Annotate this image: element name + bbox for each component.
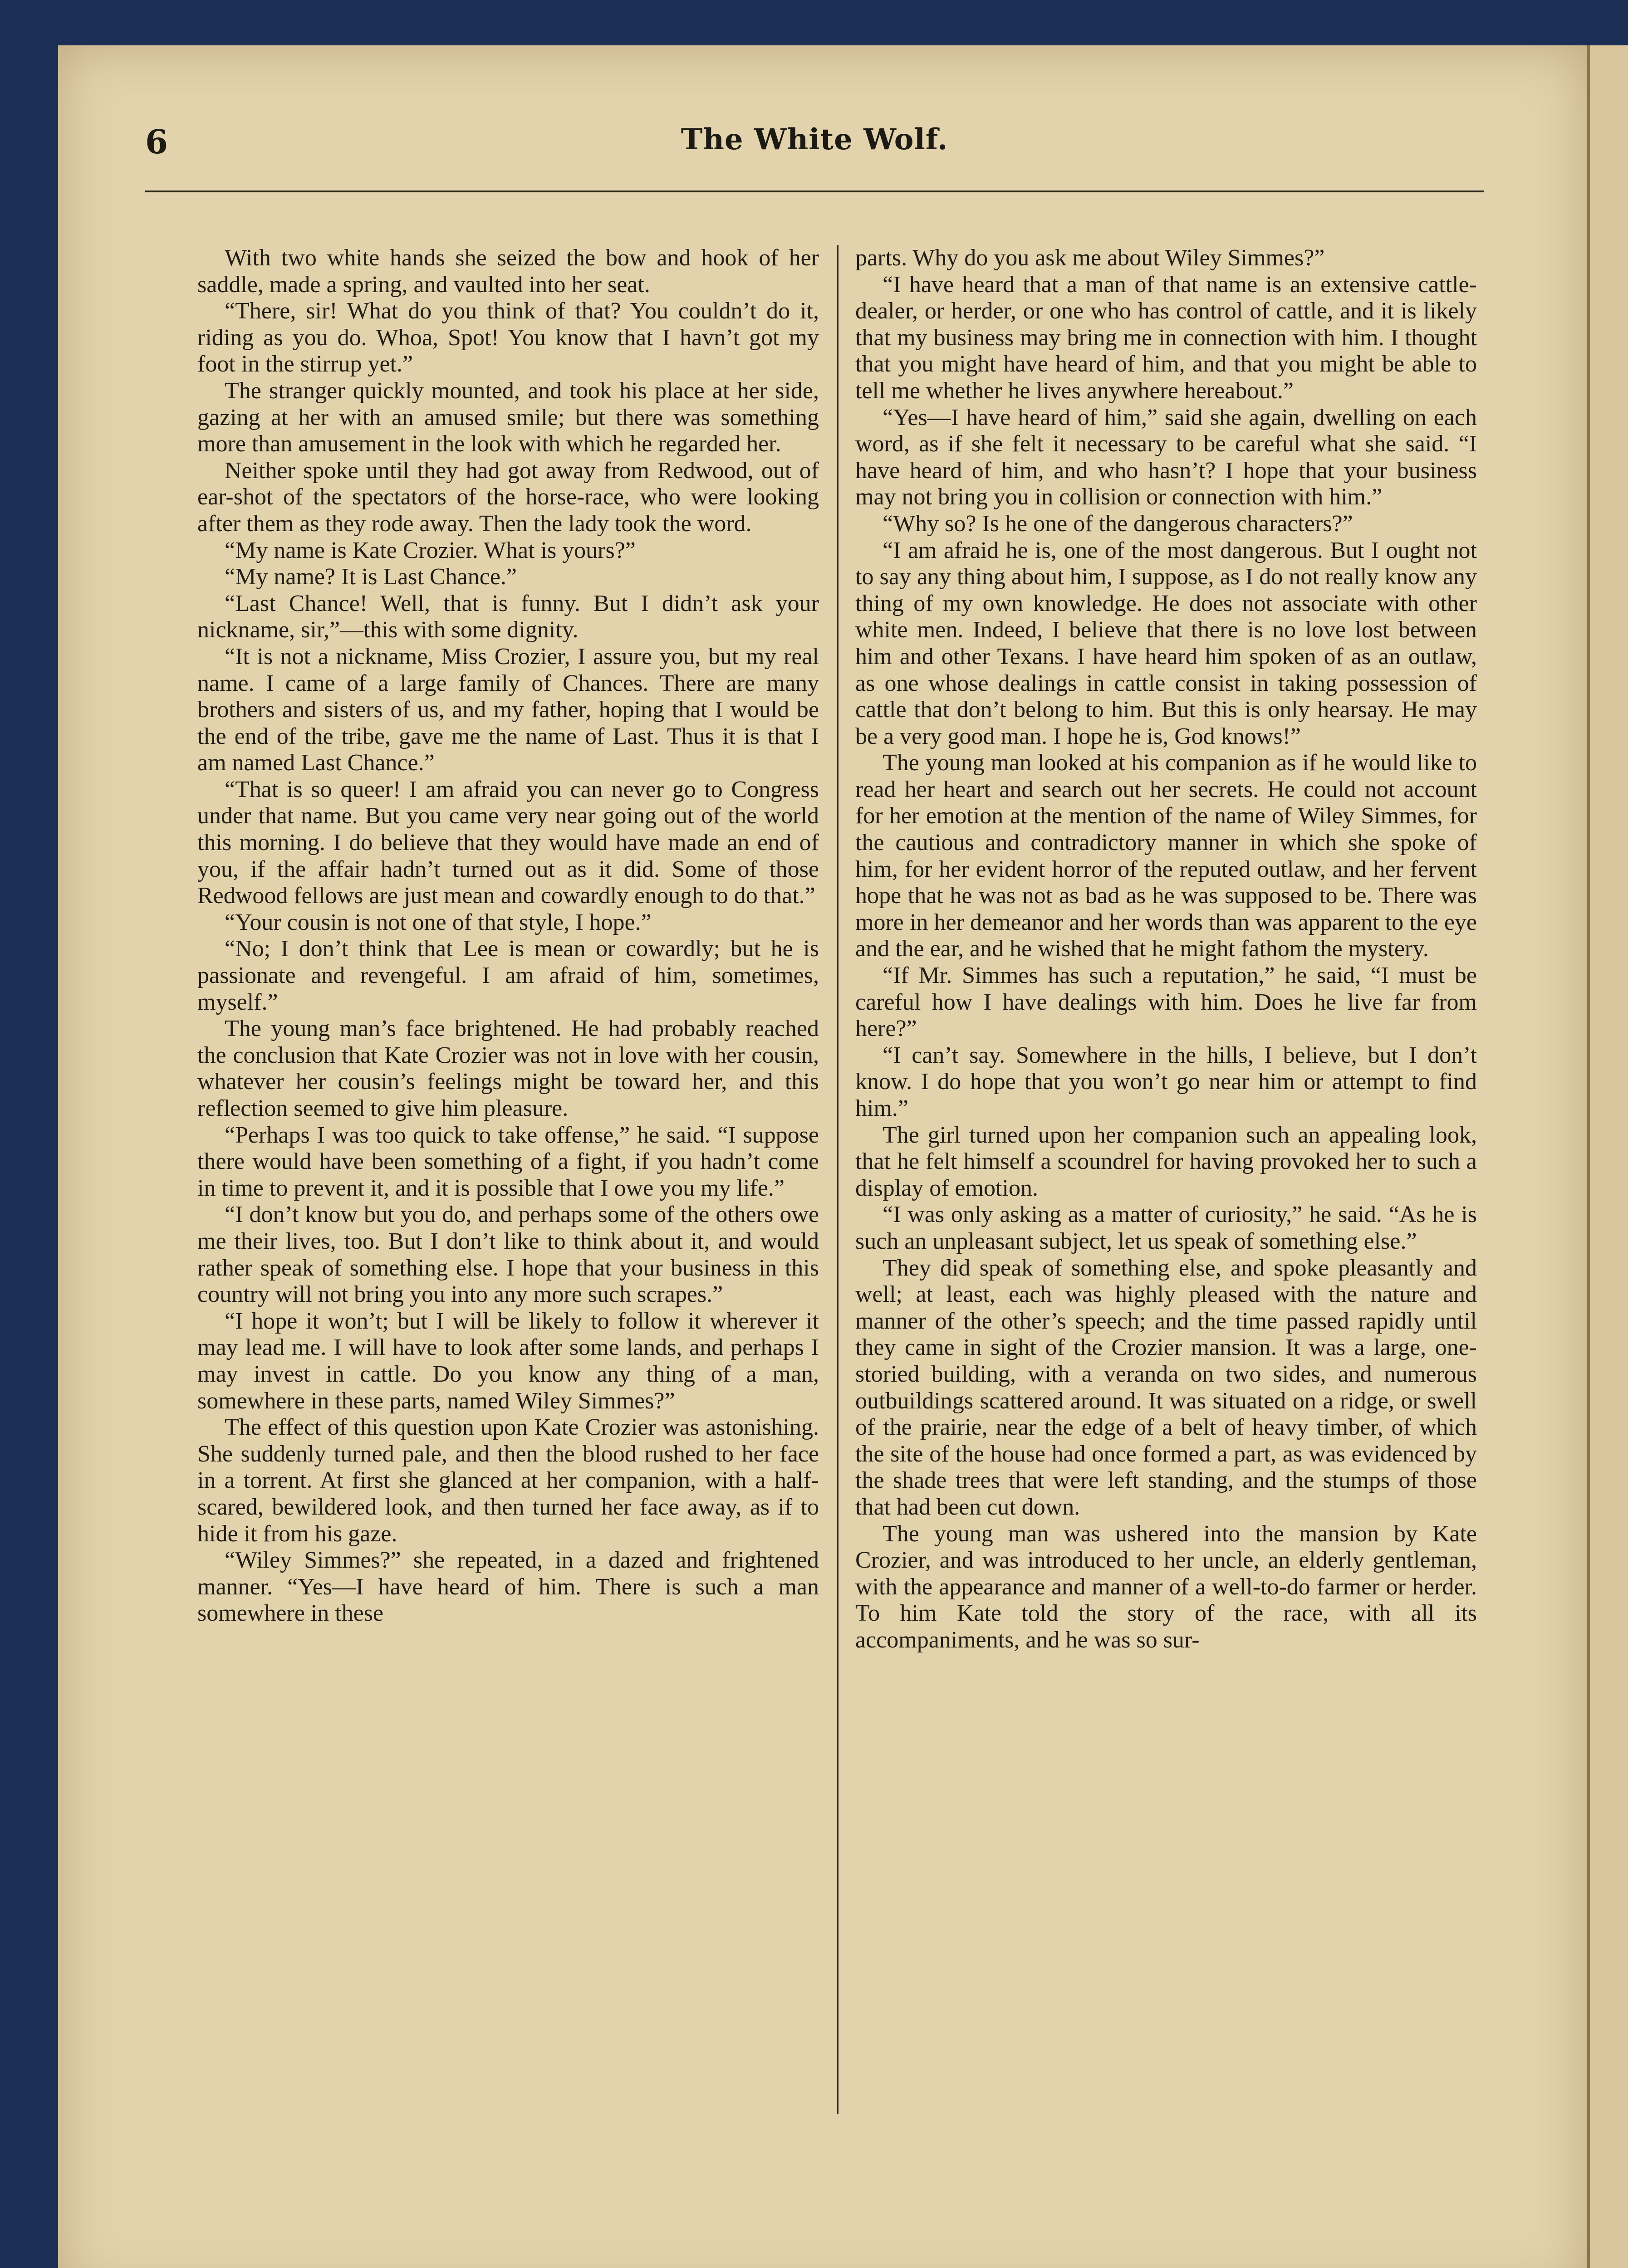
paragraph: “There, sir! What do you think of that? You couldn’t do it, riding as you do. Whoa, Spot! You know that I havn’t got my foot in the stirrup yet.” bbox=[197, 298, 819, 377]
paragraph: “I am afraid he is, one of the most dangerous. But I ought not to say any thing about him, I suppose, as I do not really know any thing of my own knowledge. He does not associate with other white men. Indeed, I believe that there is no love lost between him and other Texans. I have heard him spoken of as an outlaw, as one whose dealings in cattle consist in taking possession of cattle that don’t belong to him. But this is only hearsay. He may be a very good man. I hope he is, God knows!” bbox=[855, 537, 1477, 749]
paragraph: The young man looked at his companion as if he would like to read her heart and search out her secrets. He could not account for her emotion at the mention of the name of Wiley Simmes, for the cautious and contradictory manner in which she spoke of him, for her evident horror of the reputed outlaw, and her fervent hope that he was not as bad as he was supposed to be. There was more in her demeanor and her words than was apparent to the eye and the ear, and he wished that he might fathom the mystery. bbox=[855, 750, 1477, 962]
paragraph: The stranger quickly mounted, and took his place at her side, gazing at her with an amused smile; but there was something more than amusement in the look with which he regarded her. bbox=[197, 377, 819, 457]
paragraph: “Wiley Simmes?” she repeated, in a dazed and frightened manner. “Yes—I have heard of him. There is such a man somewhere in these bbox=[197, 1547, 819, 1627]
paragraph: “I was only asking as a matter of curiosity,” he said. “As he is such an unpleasant subject, let us speak of something else.” bbox=[855, 1202, 1477, 1254]
paragraph: “Why so? Is he one of the dangerous characters?” bbox=[883, 510, 1353, 537]
paragraph: “If Mr. Simmes has such a reputation,” he said, “I must be careful how I have dealings with him. Does he live far from here?” bbox=[855, 963, 1477, 1042]
paragraph: “My name? It is Last Chance.” bbox=[225, 564, 517, 590]
page-header bbox=[145, 122, 1484, 195]
paragraph: The girl turned upon her companion such an appealing look, that he felt himself a scoundrel for having provoked her to such a display of emotion. bbox=[855, 1122, 1477, 1201]
left-column bbox=[197, 245, 819, 2123]
paragraph: The young man’s face brightened. He had probably reached the conclusion that Kate Crozier was not in love with her cousin, whatever her cousin’s feelings might be toward her, and this reflection seemed to give him pleasure. bbox=[197, 1016, 819, 1121]
right-column bbox=[855, 245, 1477, 2123]
paragraph: Neither spoke until they had got away from Redwood, out of ear-shot of the spectators of the horse-race, who were looking after them as they rode away. Then the lady took the word. bbox=[197, 457, 819, 537]
paragraph: The effect of this question upon Kate Crozier was astonishing. She suddenly turned pale, and then the blood rushed to her face in a torrent. At first she glanced at her companion, with a half-scared, bewildered look, and then turned her face away, as if to hide it from his gaze. bbox=[197, 1414, 819, 1547]
column-divider bbox=[837, 245, 839, 2114]
paragraph: “Perhaps I was too quick to take offense,” he said. “I suppose there would have been something of a fight, if you hadn’t come in time to prevent it, and it is possible that I owe you my life.” bbox=[197, 1122, 819, 1201]
paragraph: “I have heard that a man of that name is an extensive cattle-dealer, or herder, or one who has control of cattle, and it is likely that my business may bring me in connection with him. I thought that you might have heard of him, and that you might be able to tell me whether he lives anywhere hereabout.” bbox=[855, 271, 1477, 404]
paragraph: “Last Chance! Well, that is funny. But I didn’t ask your nickname, sir,”—this with some dignity. bbox=[197, 590, 819, 643]
page-number: 6 bbox=[145, 122, 168, 161]
paragraph: “It is not a nickname, Miss Crozier, I assure you, but my real name. I came of a large family of Chances. There are many brothers and sisters of us, and my father, hoping that I would be the end of the tribe, gave me the name of Last. Thus it is that I am named Last Chance.” bbox=[197, 643, 819, 776]
header-rule bbox=[145, 191, 1484, 192]
paragraph: “I don’t know but you do, and perhaps some of the others owe me their lives, too. But I don’t like to think about it, and would rather speak of something else. I hope that your business in this country will not bring you into any more such scrapes.” bbox=[197, 1202, 819, 1308]
paragraph: parts. Why do you ask me about Wiley Simmes?” bbox=[855, 245, 1325, 271]
paragraph: “I can’t say. Somewhere in the hills, I believe, but I don’t know. I do hope that you won’t go near him or attempt to find him.” bbox=[855, 1042, 1477, 1121]
paragraph: “Yes—I have heard of him,” said she again, dwelling on each word, as if she felt it necessary to be careful what she said. “I have heard of him, and who hasn’t? I hope that your business may not bring you in collision or connection with him.” bbox=[855, 404, 1477, 510]
paragraph: “No; I don’t think that Lee is mean or cowardly; but he is passionate and revengeful. I am afraid of him, sometimes, myself.” bbox=[197, 936, 819, 1015]
paragraph: “That is so queer! I am afraid you can never go to Congress under that name. But you came very near going out of the world this morning. I do believe that they would have made an end of you, if the affair hadn’t turned out as it did. Some of those Redwood fellows are just mean and cowardly enough to do that.” bbox=[197, 776, 819, 909]
adjacent-page-edge bbox=[1587, 45, 1628, 2268]
running-title: The White Wolf. bbox=[681, 122, 948, 156]
paragraph: “My name is Kate Crozier. What is yours?” bbox=[225, 537, 636, 563]
paragraph: They did speak of something else, and spoke pleasantly and well; at least, each was highly pleased with the nature and manner of the other’s speech; and the time passed rapidly until they came in sight of the Crozier mansion. It was a large, one-storied building, with a veranda on two sides, and numerous outbuildings scattered around. It was situated on a ridge, or swell of the prairie, near the edge of a belt of heavy timber, of which the site of the house had once formed a part, as was evidenced by the shade trees that were left standing, and the stumps of those that had been cut down. bbox=[855, 1255, 1477, 1520]
paragraph: The young man was ushered into the mansion by Kate Crozier, and was introduced to her uncle, an elderly gentleman, with the appearance and manner of a well-to-do farmer or herder. To him Kate told the story of the race, with all its accompaniments, and he was so sur- bbox=[855, 1520, 1477, 1653]
paragraph: “I hope it won’t; but I will be likely to follow it wherever it may lead me. I will have to look after some lands, and perhaps I may invest in cattle. Do you know any thing of a man, somewhere in these parts, named Wiley Simmes?” bbox=[197, 1308, 819, 1414]
paragraph: “Your cousin is not one of that style, I hope.” bbox=[225, 909, 652, 935]
paragraph: With two white hands she seized the bow and hook of her saddle, made a spring, and vaulted into her seat. bbox=[197, 245, 819, 298]
